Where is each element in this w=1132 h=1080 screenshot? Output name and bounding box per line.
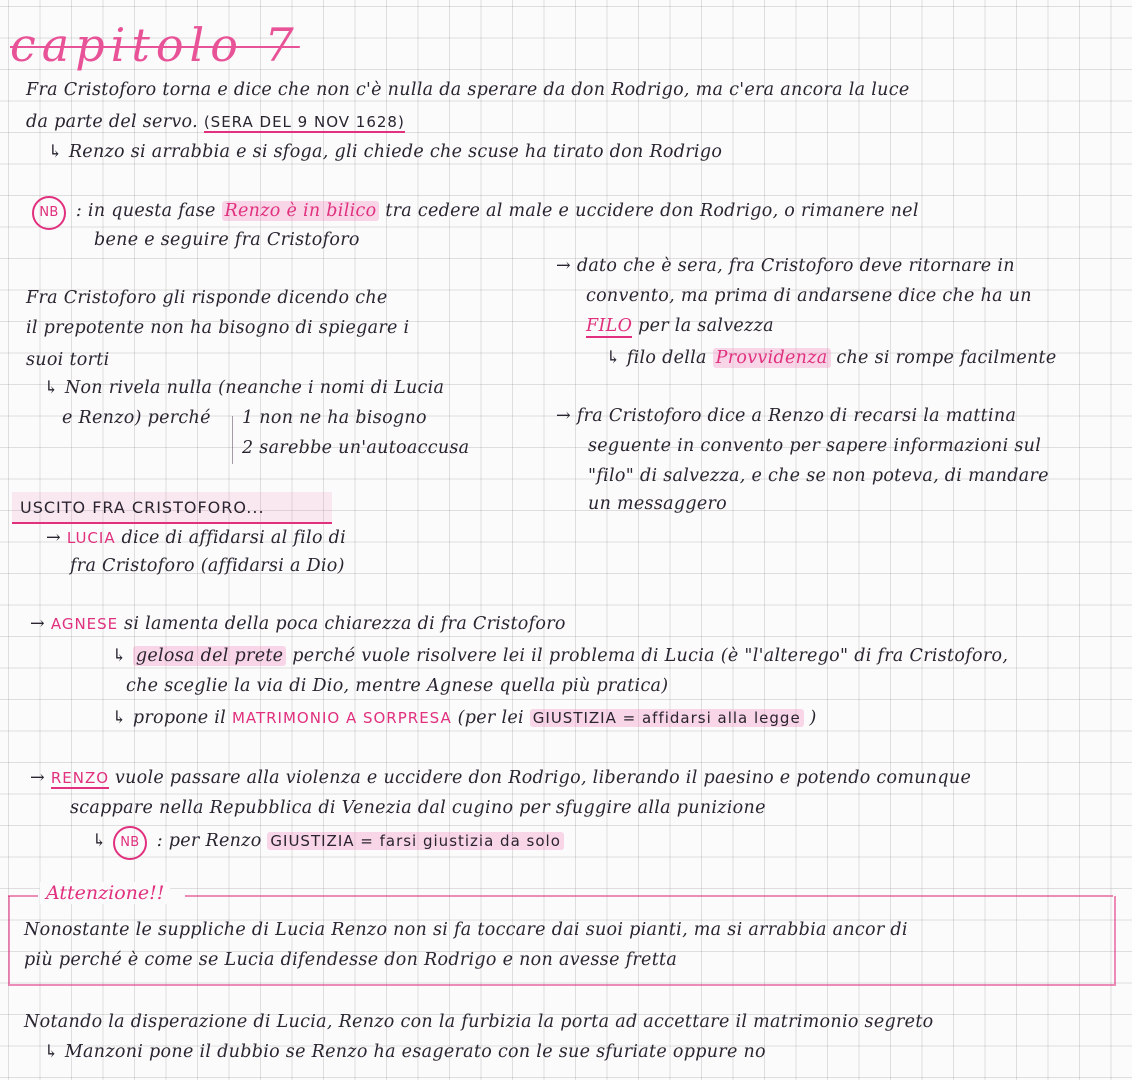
- keyword: MATRIMONIO A SORPRESA: [231, 709, 452, 727]
- text-line: Nonostante le suppliche di Lucia Renzo non si fa toccare dai suoi pianti, ma si arrabbia ancor di: [24, 920, 908, 940]
- text-fragment: vuole passare alla violenza e uccidere don Rodrigo, liberando il paesino e potendo comunque: [114, 768, 972, 788]
- keyword: FILO: [586, 316, 633, 336]
- text-fragment: da parte del servo.: [26, 112, 198, 132]
- callout-box: [8, 896, 1116, 986]
- arrow-icon: →: [46, 528, 61, 548]
- keyword: RENZO: [50, 769, 110, 787]
- text-fragment: ↳ propone il: [112, 708, 227, 728]
- highlight: GIUSTIZIA = farsi giustizia da solo: [267, 832, 563, 850]
- text-line: [586, 316, 774, 336]
- text-fragment: : per Renzo: [156, 831, 262, 851]
- text-line: suoi torti: [26, 350, 110, 370]
- text-fragment: che si rompe facilmente: [836, 348, 1057, 368]
- text-fragment: : in questa fase: [75, 201, 216, 221]
- nb-badge: NB: [113, 826, 147, 860]
- text-line: [112, 646, 1008, 666]
- text-line: più perché è come se Lucia difendesse don Rodrigo e non avesse fretta: [24, 950, 678, 970]
- nb-line: [32, 196, 919, 230]
- text-line: → dato che è sera, fra Cristoforo deve ritornare in: [556, 256, 1015, 276]
- text-line: Fra Cristoforo gli risponde dicendo che: [26, 288, 388, 308]
- text-line: il prepotente non ha bisogno di spiegare i: [26, 318, 410, 338]
- keyword: AGNESE: [50, 615, 119, 633]
- text-line: seguente in convento per sapere informazioni sul: [588, 436, 1042, 456]
- section-header: USCITO FRA CRISTOFORO...: [20, 498, 265, 517]
- text-line: [92, 826, 564, 860]
- text-fragment: (per lei: [457, 708, 524, 728]
- text-line: convento, ma prima di andarsene dice che ha un: [586, 286, 1032, 306]
- text-line: e Renzo) perché: [62, 408, 211, 428]
- highlight: gelosa del prete: [133, 646, 287, 666]
- text-line: 1 non ne ha bisogno: [242, 408, 427, 428]
- text-line: fra Cristoforo (affidarsi a Dio): [70, 556, 345, 576]
- highlight: GIUSTIZIA = affidarsi alla legge: [530, 709, 804, 727]
- highlight: Renzo è in bilico: [222, 201, 380, 221]
- date-note: (SERA DEL 9 NOV 1628): [203, 113, 405, 131]
- arrow-icon: →: [30, 614, 45, 634]
- text-fragment: tra cedere al male e uccidere don Rodrigo, o rimanere nel: [385, 201, 919, 221]
- highlight: Provvidenza: [713, 348, 831, 368]
- text-line: Fra Cristoforo torna e dice che non c'è nulla da sperare da don Rodrigo, ma c'era ancora la luce: [26, 80, 910, 100]
- text-line: ↳ Non rivela nulla (neanche i nomi di Lucia: [44, 378, 445, 398]
- text-line: [30, 768, 971, 788]
- text-line: un messaggero: [588, 494, 728, 514]
- text-line: [112, 708, 817, 728]
- text-line: scappare nella Repubblica di Venezia dal cugino per sfuggire alla punizione: [70, 798, 766, 818]
- text-line: [30, 614, 566, 634]
- nb-badge: NB: [32, 196, 66, 230]
- text-fragment: perché vuole risolvere lei il problema di Lucia (è "l'alterego" di fra Cristoforo,: [292, 646, 1009, 666]
- list-divider: [232, 416, 233, 464]
- text-fragment: si lamenta della poca chiarezza di fra Cristoforo: [124, 614, 566, 634]
- callout-border: [185, 895, 1113, 897]
- text-fragment: per la salvezza: [638, 316, 774, 336]
- text-line: "filo" di salvezza, e che se non poteva, di mandare: [588, 466, 1049, 486]
- text-line: [26, 112, 405, 132]
- callout-title: Attenzione!!: [40, 882, 170, 904]
- text-fragment: ↳: [112, 646, 127, 666]
- page-title: capitolo 7: [10, 18, 300, 72]
- text-line: Notando la disperazione di Lucia, Renzo con la furbizia la porta ad accettare il matrimonio segreto: [24, 1012, 934, 1032]
- text-line: 2 sarebbe un'autoaccusa: [242, 438, 470, 458]
- text-line: che sceglie la via di Dio, mentre Agnese quella più pratica): [126, 676, 669, 696]
- text-fragment: ↳: [92, 831, 107, 851]
- text-fragment: ): [809, 708, 817, 728]
- text-line: bene e seguire fra Cristoforo: [94, 230, 360, 250]
- keyword: LUCIA: [66, 529, 116, 547]
- callout-border: [8, 895, 38, 897]
- text-fragment: dice di affidarsi al filo di: [121, 528, 347, 548]
- text-line: ↳ Manzoni pone il dubbio se Renzo ha esagerato con le sue sfuriate oppure no: [44, 1042, 766, 1062]
- text-line: [46, 528, 346, 548]
- text-line: ↳ Renzo si arrabbia e si sfoga, gli chiede che scuse ha tirato don Rodrigo: [48, 142, 723, 162]
- text-fragment: ↳ filo della: [606, 348, 707, 368]
- arrow-icon: →: [30, 768, 45, 788]
- text-line: [606, 348, 1057, 368]
- text-line: → fra Cristoforo dice a Renzo di recarsi la mattina: [556, 406, 1017, 426]
